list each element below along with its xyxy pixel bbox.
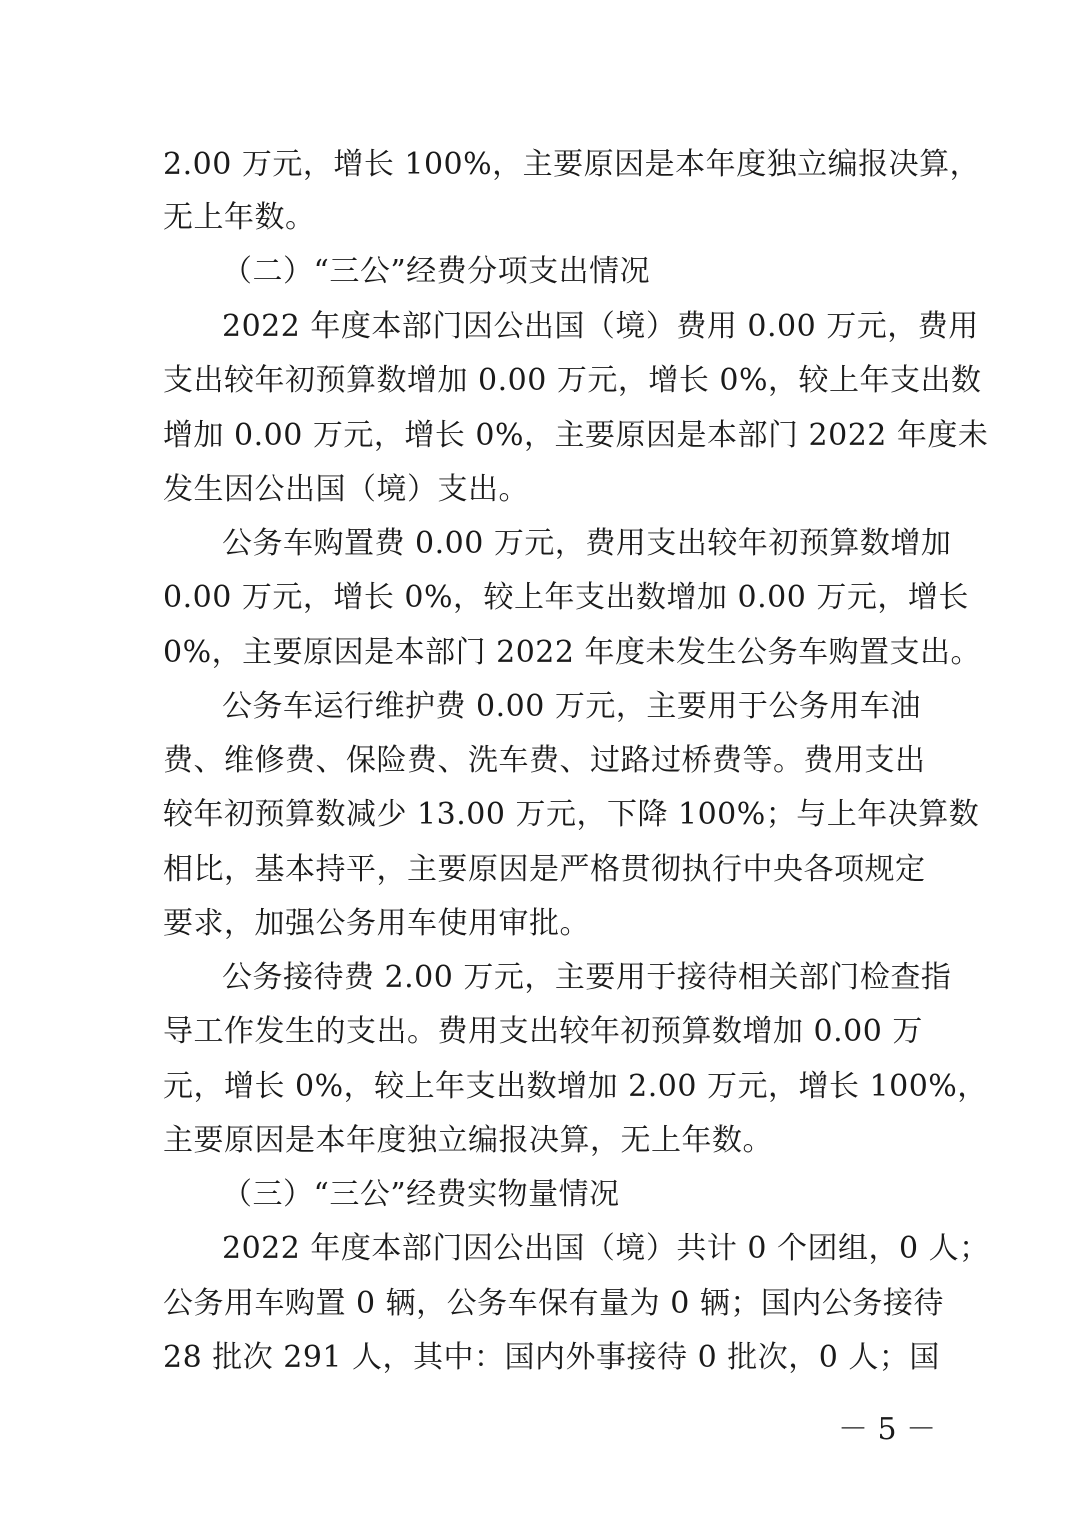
- text-line: 0.00 万元，增长 0%，较上年支出数增加 0.00 万元，增长: [163, 580, 969, 615]
- page-number: － 5 －: [838, 1412, 937, 1447]
- section-heading: （三）“三公”经费实物量情况: [222, 1177, 620, 1212]
- text-line: 28 批次 291 人，其中：国内外事接待 0 批次，0 人；国: [163, 1340, 940, 1375]
- paragraph-start: 公务车运行维护费 0.00 万元，主要用于公务用车油: [222, 689, 921, 724]
- text-line: 要求，加强公务用车使用审批。: [163, 906, 590, 941]
- text-line: 发生因公出国（境）支出。: [163, 472, 529, 507]
- text-line: 0%，主要原因是本部门 2022 年度未发生公务车购置支出。: [163, 635, 982, 670]
- text-line: 2.00 万元，增长 100%，主要原因是本年度独立编报决算，: [163, 147, 981, 182]
- text-line: 相比，基本持平，主要原因是严格贯彻执行中央各项规定: [163, 852, 926, 887]
- paragraph-start: 2022 年度本部门因公出国（境）费用 0.00 万元，费用: [222, 309, 979, 344]
- text-line: 导工作发生的支出。费用支出较年初预算数增加 0.00 万: [163, 1014, 923, 1049]
- section-heading: （二）“三公”经费分项支出情况: [222, 254, 651, 289]
- text-line: 无上年数。: [163, 200, 316, 235]
- text-line: 费、维修费、保险费、洗车费、过路过桥费等。费用支出: [163, 743, 926, 778]
- text-line: 主要原因是本年度独立编报决算，无上年数。: [163, 1123, 773, 1158]
- text-line: 公务用车购置 0 辆，公务车保有量为 0 辆；国内公务接待: [163, 1286, 944, 1321]
- paragraph-start: 公务接待费 2.00 万元，主要用于接待相关部门检查指: [222, 960, 952, 995]
- text-line: 元，增长 0%，较上年支出数增加 2.00 万元，增长 100%，: [163, 1069, 988, 1104]
- text-line: 较年初预算数减少 13.00 万元，下降 100%；与上年决算数: [163, 797, 980, 832]
- text-line: 增加 0.00 万元，增长 0%，主要原因是本部门 2022 年度未: [163, 418, 989, 453]
- paragraph-start: 2022 年度本部门因公出国（境）共计 0 个团组，0 人；: [222, 1231, 990, 1266]
- paragraph-start: 公务车购置费 0.00 万元，费用支出较年初预算数增加: [222, 526, 952, 561]
- text-line: 支出较年初预算数增加 0.00 万元，增长 0%，较上年支出数: [163, 363, 982, 398]
